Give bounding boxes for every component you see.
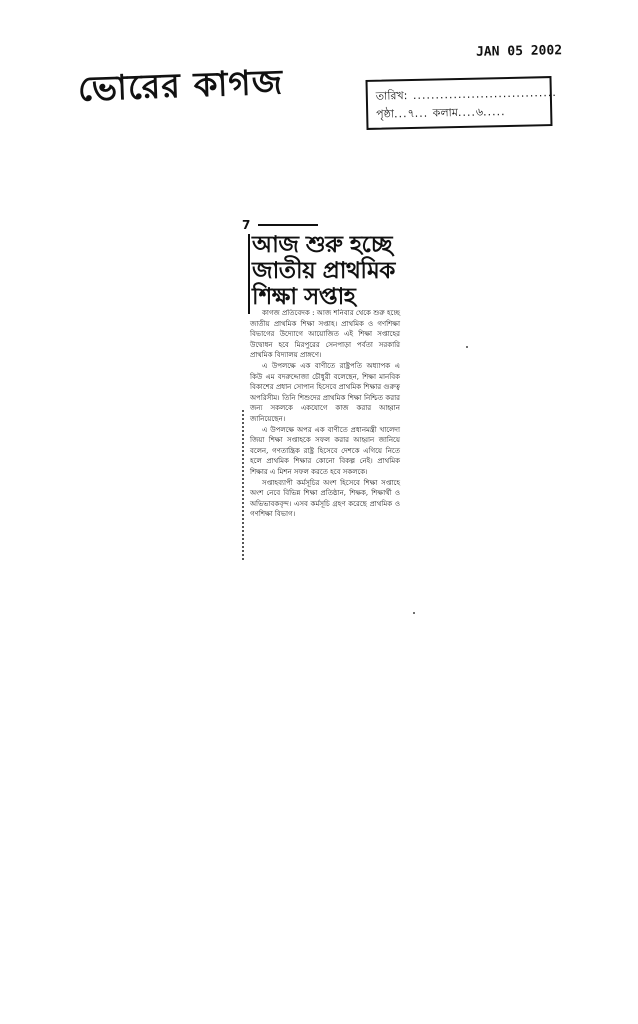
clip-left-edge xyxy=(242,410,246,560)
headline-line: আজ শুরু হচ্ছে xyxy=(252,231,392,258)
ref-page-row: পৃষ্ঠা...৭... কলাম....৬..... xyxy=(376,105,506,121)
headline-left-rule xyxy=(248,234,250,314)
ref-column-value: ৬ xyxy=(475,105,484,119)
newspaper-clipping xyxy=(236,220,402,572)
clip-mark-icon: 7 xyxy=(242,218,251,232)
article-body xyxy=(250,308,400,520)
ref-date-label: তারিখ xyxy=(375,89,404,103)
article-paragraph: কাগজ প্রতিবেদক : আজ শনিবার থেকে শুরু হচ্ছে জাতীয় প্রাথমিক শিক্ষা সপ্তাহ। প্রাথমিক ও গণশিক্ষা বিভাগের উদ্যোগে আয়োজিত এই শিক্ষা সপ্তাহের উদ্বোধন হবে মিরপুরের সেনপাড়া পর্বতা সরকারি প্রাথমিক বিদ্যালয় প্রাঙ্গণে। xyxy=(250,309,400,360)
article-paragraph: এ উপলক্ষে অপর এক বাণীতে প্রধানমন্ত্রী খালেদা জিয়া শিক্ষা সপ্তাহকে সফল করার আহ্বান জানিয়ে বলেন, গণতান্ত্রিক রাষ্ট্র হিসেবে দেশকে এগিয়ে নিতে হলে প্রাথমিক শিক্ষার কোনো বিকল্প নেই। প্রাথমিক শিক্ষার এ মিশন সফল করতে হবে সকলকে। xyxy=(250,425,400,476)
ref-date-row: তারিখ: ................................ xyxy=(375,85,557,103)
article-paragraph: সপ্তাহব্যাপী কর্মসূচির অংশ হিসেবে শিক্ষা সপ্তাহে অংশ নেবে বিভিন্ন শিক্ষা প্রতিষ্ঠান, শিক্ষক, শিক্ষার্থী ও অভিভাবকবৃন্দ। এসব কর্মসূচি গ্রহণ করেছে প্রাথমিক ও গণশিক্ষা বিভাগ। xyxy=(250,478,400,519)
ref-column-label: কলাম xyxy=(432,106,459,120)
clip-top-rule xyxy=(258,224,318,226)
ref-page-value: ৭ xyxy=(407,106,415,121)
reference-box xyxy=(365,76,557,130)
date-stamp: JAN 05 2002 xyxy=(475,43,563,60)
article-headline xyxy=(252,232,402,310)
article-paragraph: এ উপলক্ষে এক বাণীতে রাষ্ট্রপতি অধ্যাপক এ কিউ এম বদরুদ্দোজা চৌধুরী বলেছেন, শিক্ষা মানবিক বিকাশের প্রধান সোপান হিসেবে প্রাথমিক শিক্ষার গুরুত্ব অপরিসীম। তিনি শিশুদের প্রাথমিক শিক্ষা নিশ্চিত করার জন্য সকলকে একযোগে কাজ করার আহ্বান জানিয়েছেন। xyxy=(250,361,400,423)
scan-speck xyxy=(466,346,468,348)
ref-page-label: পৃষ্ঠা xyxy=(376,107,395,121)
newspaper-name: ভোরের কাগজ xyxy=(77,62,284,110)
headline-line: জাতীয় প্রাথমিক xyxy=(252,257,395,284)
headline-line: শিক্ষা সপ্তাহ xyxy=(252,283,356,310)
scan-speck xyxy=(413,612,415,614)
